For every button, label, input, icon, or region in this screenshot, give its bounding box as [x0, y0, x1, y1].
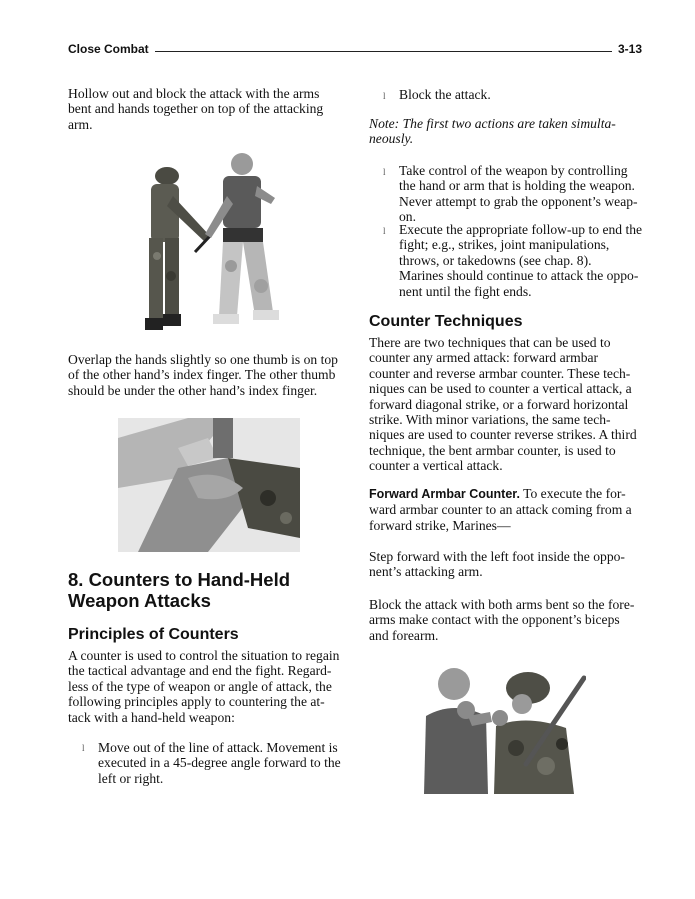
running-header-title: Close Combat: [68, 42, 149, 56]
bullet-icon: l: [383, 167, 386, 177]
photo-block-demonstration: [115, 146, 305, 338]
page-number: 3-13: [618, 42, 643, 56]
bullet-icon: l: [383, 226, 386, 236]
paragraph-forward-armbar: Forward Armbar Counter. To execute the for- ward armbar counter to an attack coming from a forward strike, Marines—: [369, 486, 632, 533]
paragraph-step-forward: Step forward with the left foot inside the oppo- nent’s attacking arm.: [369, 549, 625, 580]
note-simultaneous: Note: The first two actions are taken simulta- neously.: [369, 116, 616, 147]
paragraph-principles: A counter is used to control the situation to regain the tactical advantage and end the fight. Regard- less of the type of weapon or angle of attack, the following principles apply to countering the at- tack with a hand-held weapon:: [68, 648, 340, 725]
subheading-principles: Principles of Counters: [68, 626, 239, 643]
section-heading-counters: 8. Counters to Hand-Held Weapon Attacks: [68, 569, 291, 611]
paragraph-overlap-hands: Overlap the hands slightly so one thumb is on top of the other hand’s index finger. The other thumb should be under the other hand’s index finger.: [68, 352, 338, 398]
bullet-block-attack: Block the attack.: [399, 87, 491, 102]
heading-counter-techniques: Counter Techniques: [369, 313, 523, 330]
paragraph-block-both-arms: Block the attack with both arms bent so the fore- arms make contact with the opponent’s biceps and forearm.: [369, 597, 635, 643]
bullet-take-control: Take control of the weapon by controlling the hand or arm that is holding the weapon. Never attempt to grab the opponent’s weap- on.: [399, 163, 638, 225]
paragraph-hollow-out: Hollow out and block the attack with the arms bent and hands together on top of the attacking arm.: [68, 86, 324, 132]
bullet-move-out: Move out of the line of attack. Movement is executed in a 45-degree angle forward to the left or right.: [98, 740, 341, 786]
bullet-execute-followup: Execute the appropriate follow-up to end the fight; e.g., strikes, joint manipulations, throws, or takedowns (see chap. 8). Marines should continue to attack the oppo- nent until the fight ends.: [399, 222, 643, 299]
photo-armbar-block: [416, 656, 586, 794]
paragraph-counter-techniques: There are two techniques that can be used to counter any armed attack: forward armbar counter and reverse armbar counter. These tech- niques can be used to counter a vertical attack, a forward diagonal strike, or a forward horizontal strike. With minor variations, the same tech- niques are used to counter reverse strikes. A third technique, the bent armbar counter, is used to counter a vertical attack.: [369, 335, 637, 474]
run-in-heading-forward-armbar: Forward Armbar Counter.: [369, 487, 520, 501]
bullet-icon: l: [82, 743, 85, 753]
photo-hands-closeup: [118, 418, 300, 552]
bullet-icon: l: [383, 91, 386, 101]
header-rule: [155, 51, 612, 52]
